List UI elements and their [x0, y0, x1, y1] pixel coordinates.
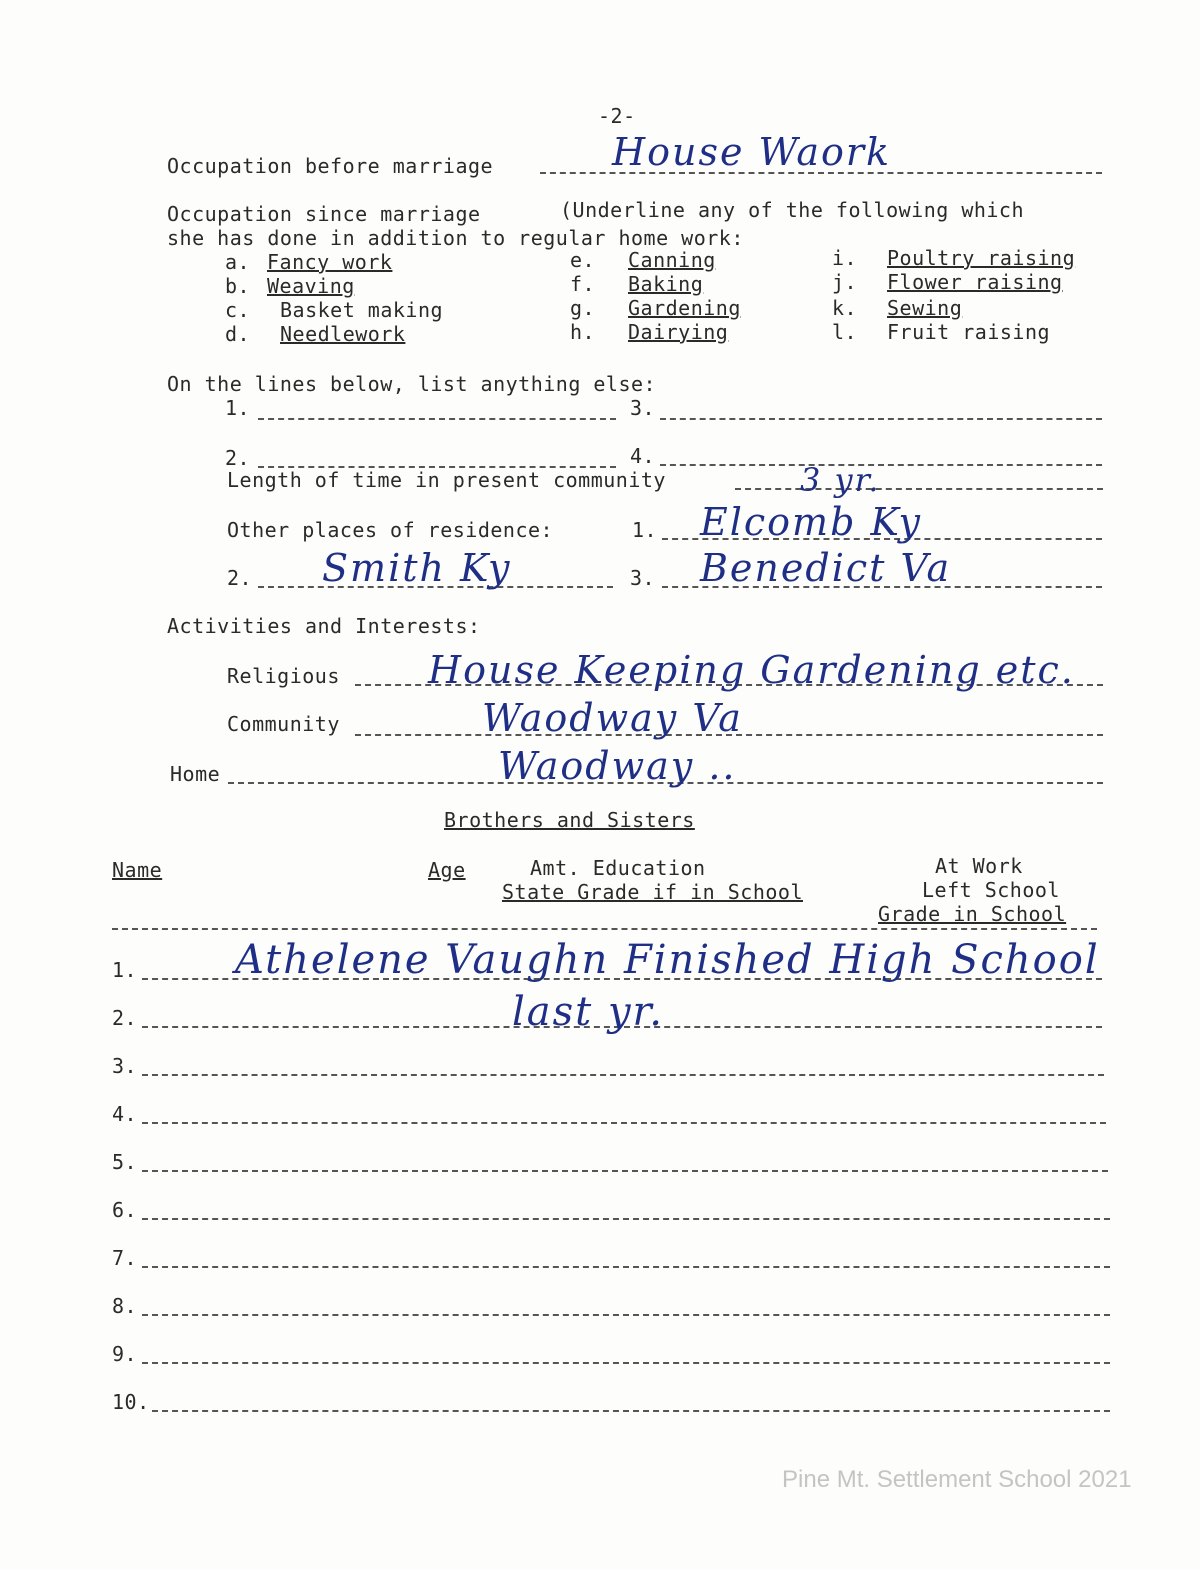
row-line [142, 1170, 1108, 1172]
occupation-before-answer: House Waork [612, 130, 892, 174]
col-work-header-1: At Work [935, 854, 1023, 878]
row-number: 2. [112, 1006, 138, 1030]
option-key: l. [832, 320, 858, 344]
sibling-1-entry: Athelene Vaughn Finished High School [235, 937, 1100, 983]
occupation-before-label: Occupation before marriage [167, 154, 494, 178]
home-label: Home [170, 762, 221, 786]
answer-line [660, 464, 1102, 466]
col-edu-header-2: State Grade if in School [502, 880, 803, 904]
row-number: 6. [112, 1198, 138, 1222]
row-line [142, 1218, 1110, 1220]
option-dairying: Dairying [628, 320, 729, 344]
activities-label: Activities and Interests: [167, 614, 481, 638]
row-number: 4. [112, 1102, 138, 1126]
option-key: d. [225, 322, 251, 346]
option-key: i. [832, 246, 858, 270]
other-item-1-number: 1. [225, 396, 251, 420]
col-age-header: Age [428, 858, 466, 882]
residence-3-number: 3. [630, 566, 656, 590]
other-list-label: On the lines below, list anything else: [167, 372, 657, 396]
row-line [142, 1122, 1106, 1124]
option-weaving: Weaving [267, 274, 355, 298]
other-item-4-number: 4. [630, 444, 656, 468]
other-item-3-number: 3. [630, 396, 656, 420]
watermark: Pine Mt. Settlement School 2021 [782, 1466, 1132, 1493]
col-name-header: Name [112, 858, 163, 882]
col-work-header-3: Grade in School [878, 902, 1067, 926]
sibling-2-entry: last yr. [512, 989, 664, 1035]
row-line [142, 1362, 1110, 1364]
option-gardening: Gardening [628, 296, 741, 320]
col-edu-header-1: Amt. Education [530, 856, 706, 880]
residence-1-number: 1. [632, 518, 658, 542]
option-key: j. [832, 270, 858, 294]
option-fruit-raising: Fruit raising [887, 320, 1051, 344]
row-number: 8. [112, 1294, 138, 1318]
row-number: 9. [112, 1342, 138, 1366]
option-key: f. [570, 272, 596, 296]
answer-line [258, 418, 616, 420]
option-key: h. [570, 320, 596, 344]
row-number: 1. [112, 958, 138, 982]
row-line [152, 1410, 1110, 1412]
option-key: a. [225, 250, 251, 274]
option-baking: Baking [628, 272, 704, 296]
occupation-since-label: Occupation since marriage [167, 202, 481, 226]
length-time-label: Length of time in present community [227, 468, 666, 492]
option-key: c. [225, 298, 251, 322]
religious-label: Religious [227, 664, 340, 688]
row-number: 7. [112, 1246, 138, 1270]
option-basket-making: Basket making [280, 298, 444, 322]
col-work-header-2: Left School [922, 878, 1060, 902]
religious-answer: House Keeping Gardening etc. [428, 648, 1075, 692]
answer-line [660, 418, 1102, 420]
residence-label: Other places of residence: [227, 518, 554, 542]
option-canning: Canning [628, 248, 716, 272]
option-needlework: Needlework [280, 322, 406, 346]
residence-3-answer: Benedict Va [700, 546, 952, 590]
residence-2-answer: Smith Ky [322, 546, 512, 590]
home-answer: Waodway .. [498, 744, 737, 788]
row-number: 10. [112, 1390, 150, 1414]
page-number: -2- [598, 104, 636, 128]
occupation-instruction-2: she has done in addition to regular home work: [167, 226, 744, 250]
other-item-2-number: 2. [225, 446, 251, 470]
row-number: 3. [112, 1054, 138, 1078]
answer-line [735, 488, 1103, 490]
row-line [142, 1314, 1110, 1316]
residence-1-answer: Elcomb Ky [700, 500, 922, 544]
siblings-title: Brothers and Sisters [444, 808, 695, 832]
option-key: e. [570, 248, 596, 272]
community-label: Community [227, 712, 340, 736]
row-line [142, 1266, 1110, 1268]
option-key: k. [832, 296, 858, 320]
option-key: g. [570, 296, 596, 320]
row-number: 5. [112, 1150, 138, 1174]
community-answer: Waodway Va [482, 696, 743, 740]
option-fancy-work: Fancy work [267, 250, 393, 274]
length-time-answer: 3 yr. [800, 461, 881, 499]
option-flower-raising: Flower raising [887, 270, 1063, 294]
header-divider [112, 928, 1097, 930]
residence-2-number: 2. [227, 566, 253, 590]
occupation-instruction-1: (Underline any of the following which [560, 198, 1025, 222]
option-sewing: Sewing [887, 296, 963, 320]
row-line [142, 1074, 1104, 1076]
option-poultry-raising: Poultry raising [887, 246, 1076, 270]
option-key: b. [225, 274, 251, 298]
